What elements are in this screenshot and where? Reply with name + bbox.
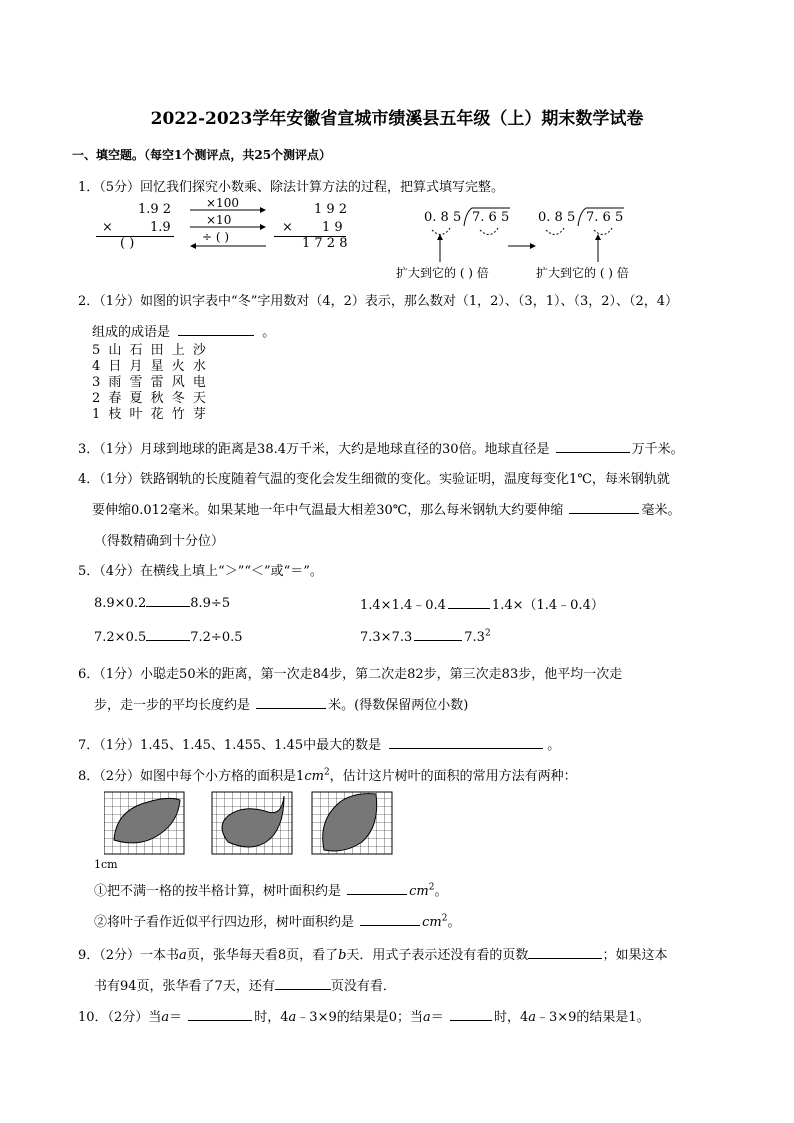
- q9-text-a: 9．（2分）一本书: [78, 948, 180, 963]
- q5-d-right: 7.3: [464, 630, 485, 645]
- question-8-text: 8．（2分）如图中每个小方格的面积是$1cm^2$，估计这片树叶的面积的常用方法有两种：: [78, 767, 577, 784]
- q6-unit: 米。(得数保留两位小数): [328, 698, 469, 713]
- table-row: 4 日 月 星 火 水: [92, 359, 208, 374]
- q8-m1-text: ①把不满一格的按半格计算，树叶面积约是: [94, 884, 342, 899]
- q9-text-e: 书有94页，张华看了7天，还有: [94, 979, 275, 994]
- question-4-line2: [92, 499, 680, 518]
- q5-a-left: 8.9×0.2: [94, 596, 147, 611]
- question-7: [78, 734, 560, 753]
- q8-scale-label: 1cm: [94, 858, 118, 871]
- q1-arrows: [188, 196, 268, 256]
- q10-text-c: ﹣3×9的结果是0；当: [296, 1010, 424, 1025]
- question-9-line1: [78, 944, 667, 963]
- q8-text-pre: 8．（2分）如图中每个小方格的面积是1: [78, 769, 305, 784]
- q5-d-blank[interactable]: [414, 628, 462, 641]
- q3-text: 3．（1分）月球到地球的距离是38.4万千米，大约是地球直径的30倍。地球直径是: [78, 442, 550, 457]
- table-row: 2 春 夏 秋 冬 天: [92, 391, 208, 406]
- q1-div1-dividend: 7. 6 5: [472, 210, 510, 225]
- q8-method-2: ②将叶子看作近似平行四边形，树叶面积约是 $cm^2$。: [94, 913, 461, 930]
- question-1-text: 1．（5分）回忆我们探究小数乘、除法计算方法的过程，把算式填写完整。: [78, 180, 505, 195]
- q10-eq-1: ＝: [169, 1010, 183, 1025]
- q9-text-f: 页没有看．: [330, 979, 396, 994]
- q10-var-a2: a: [288, 1010, 297, 1025]
- q5-a-right: 8.9÷5: [190, 596, 231, 611]
- q1-multiplication-diagram: [78, 196, 358, 256]
- q8-method-1: ①把不满一格的按半格计算，树叶面积约是 $cm^2$。: [94, 882, 448, 899]
- q8-leaf-grids: [104, 790, 394, 856]
- q1-div2-dividend: 7. 6 5: [586, 210, 624, 225]
- q6-answer-blank[interactable]: [256, 696, 326, 709]
- q8-m2-text: ②将叶子看作近似平行四边形，树叶面积约是: [94, 915, 355, 930]
- q4-text: 要伸缩0.012毫米。如果某地一年中气温最大相差30℃，那么每米钢轨大约要伸缩: [92, 503, 564, 518]
- q1-div1-divisor: 0. 8 5: [424, 210, 462, 225]
- question-2-line2: [92, 321, 275, 340]
- q9-blank-1[interactable]: [528, 946, 602, 959]
- q1-op1: ×100: [206, 196, 239, 210]
- table-row: 3 雨 雪 雷 风 电: [92, 375, 208, 390]
- q1-b-result: 1 7 2 8: [302, 236, 348, 251]
- q5-c-right: 7.2÷0.5: [190, 630, 243, 645]
- q10-var-a: a: [161, 1010, 170, 1025]
- q5-item-b: [360, 594, 604, 613]
- q1-a-result: ( ): [120, 236, 135, 251]
- q2-text: 组成的成语是: [92, 325, 171, 340]
- q8-m1-period: 。: [434, 884, 448, 899]
- q1-a-times: ×: [102, 220, 113, 235]
- q7-answer-blank[interactable]: [389, 736, 543, 749]
- table-row: 1 枝 叶 花 竹 芽: [92, 407, 208, 422]
- table-row: 5 山 石 田 上 沙: [92, 343, 208, 358]
- q10-var-a3: a: [423, 1010, 431, 1025]
- q2-period: 。: [262, 325, 276, 340]
- q5-b-left: 1.4×1.4﹣0.4: [360, 598, 446, 613]
- q1-div2-divisor: 0. 8 5: [538, 210, 576, 225]
- question-3: [78, 438, 684, 457]
- q7-period: 。: [547, 738, 561, 753]
- q5-item-a: [94, 594, 230, 611]
- question-9-line2: [94, 975, 396, 994]
- q5-a-blank[interactable]: [146, 594, 190, 607]
- q3-answer-blank[interactable]: [556, 440, 630, 453]
- q1-division-diagram: [396, 200, 680, 284]
- question-6-line2: [94, 694, 468, 713]
- q9-text-c: 天．用式子表示还没有看的页数: [346, 948, 529, 963]
- q5-b-blank[interactable]: [448, 596, 490, 609]
- q1-b-top: 1 9 2: [314, 202, 348, 217]
- q1-b-times: ×: [282, 220, 293, 235]
- question-5-text: 5．（4分）在横线上填上“＞”“＜”或“＝”。: [78, 564, 323, 579]
- question-6-line1: 6．（1分）小聪走50米的距离，第一次走84步，第二次走82步，第三次走83步，他平均一次走: [78, 667, 623, 682]
- q5-b-right: 1.4×（1.4﹣0.4）: [491, 598, 604, 613]
- q5-d-left: 7.3×7.3: [360, 630, 413, 645]
- question-10: [78, 1006, 650, 1025]
- q8-m1-unit: cm: [409, 884, 429, 899]
- q5-c-left: 7.2×0.5: [94, 630, 147, 645]
- q8-m1-blank[interactable]: [347, 882, 407, 895]
- q1-b-bottom: 1 9: [322, 220, 343, 235]
- q9-text-d: ；如果这本: [602, 948, 668, 963]
- q7-text: 7．（1分）1.45、1.45、1.455、1.45中最大的数是: [78, 738, 382, 753]
- question-4-line3: （得数精确到十分位）: [94, 534, 225, 549]
- q8-m2-blank[interactable]: [360, 913, 420, 926]
- q2-character-table: [92, 343, 208, 423]
- q9-blank-2[interactable]: [275, 977, 331, 990]
- q9-var-b: b: [338, 948, 347, 963]
- q8-text-post: ，估计这片树叶的面积的常用方法有两种：: [329, 769, 577, 784]
- q10-text-d: 时，4: [493, 1010, 529, 1025]
- q5-c-blank[interactable]: [146, 628, 190, 641]
- q1-op2: ×10: [206, 213, 232, 227]
- q5-item-d: [360, 628, 491, 645]
- q5-item-c: [94, 628, 243, 645]
- q2-answer-blank[interactable]: [178, 323, 254, 336]
- q10-eq-2: ＝: [430, 1010, 444, 1025]
- q6-text: 步，走一步的平均长度约是: [94, 698, 251, 713]
- q10-blank-2[interactable]: [450, 1008, 492, 1021]
- q10-text-e: ﹣3×9的结果是1。: [535, 1010, 650, 1025]
- page-title: 2022-2023学年安徽省宣城市绩溪县五年级（上）期末数学试卷: [150, 109, 644, 129]
- q10-var-a4: a: [528, 1010, 536, 1025]
- q1-caption-2: 扩大到它的 ( ) 倍: [536, 266, 629, 280]
- question-2-line1: 2．（1分）如图的识字表中“冬”字用数对（4，2）表示，那么数对（1，2）、（3，1）、（3，2）、（2，4）: [78, 294, 679, 309]
- q1-caption-1: 扩大到它的 ( ) 倍: [396, 266, 489, 280]
- q4-unit: 毫米。: [641, 503, 681, 518]
- q4-answer-blank[interactable]: [569, 501, 639, 514]
- q8-m2-period: 。: [447, 915, 461, 930]
- q1-op3: ÷ ( ): [202, 230, 230, 244]
- q10-blank-1[interactable]: [188, 1008, 252, 1021]
- section-heading: 一、填空题。（每空1个测评点，共25个测评点）: [72, 148, 332, 162]
- question-4-line1: 4．（1分）铁路钢轨的长度随着气温的变化会发生细微的变化。实验证明，温度每变化1℃，每米钢轨就: [78, 472, 670, 487]
- q5-d-exponent: 2: [484, 628, 491, 639]
- q10-text-a: 10．（2分）当: [78, 1010, 162, 1025]
- q10-text-b: 时，4: [254, 1010, 289, 1025]
- q8-unit: cm: [304, 769, 324, 784]
- q9-text-b: 页，张华每天看8页，看了: [186, 948, 339, 963]
- q8-m2-unit: cm: [422, 915, 442, 930]
- q1-a-top: 1.9 2: [138, 202, 172, 217]
- q9-var-a: a: [179, 948, 187, 963]
- q1-a-bottom: 1.9: [150, 220, 171, 235]
- q3-unit: 万千米。: [631, 442, 684, 457]
- q1-division-marks: [420, 200, 680, 270]
